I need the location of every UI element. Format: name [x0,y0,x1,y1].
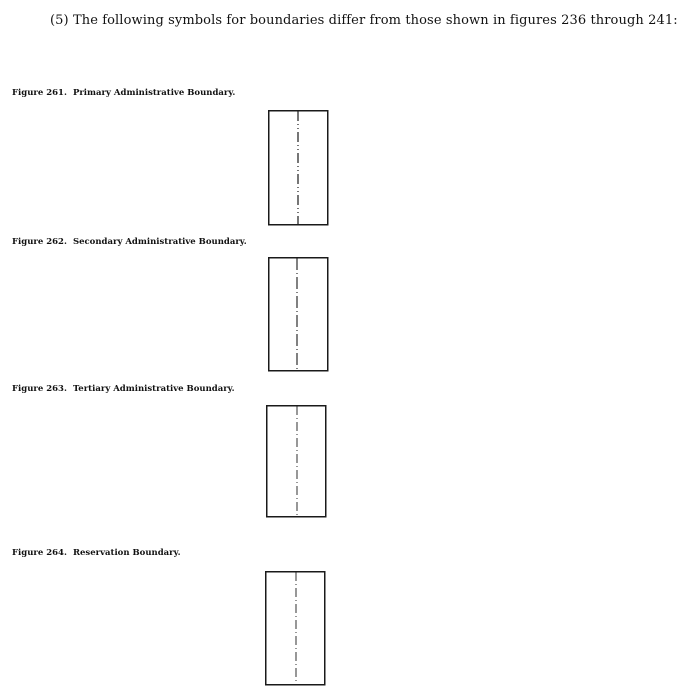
symbol-reservation-boundary [265,571,327,687]
symbol-secondary-administrative-boundary [268,257,330,373]
figure-number: Figure 263. [12,384,67,394]
symbol-primary-administrative-boundary [268,110,330,228]
figure-caption-261 [12,88,235,98]
figure-number: Figure 261. [12,88,67,98]
figure-caption-263 [12,384,235,394]
figure-title: Primary Administrative Boundary. [72,88,236,98]
figure-number: Figure 264. [12,548,67,558]
figure-title: Secondary Administrative Boundary. [72,237,247,247]
figure-caption-264 [12,548,181,558]
intro-text: (5) The following symbols for boundaries differ from those shown in figures 236 through 241: [50,13,678,28]
figure-number: Figure 262. [12,237,67,247]
figure-title: Tertiary Administrative Boundary. [72,384,235,394]
symbol-tertiary-administrative-boundary [266,405,328,519]
figure-caption-262 [12,237,247,247]
figure-title: Reservation Boundary. [72,548,181,558]
